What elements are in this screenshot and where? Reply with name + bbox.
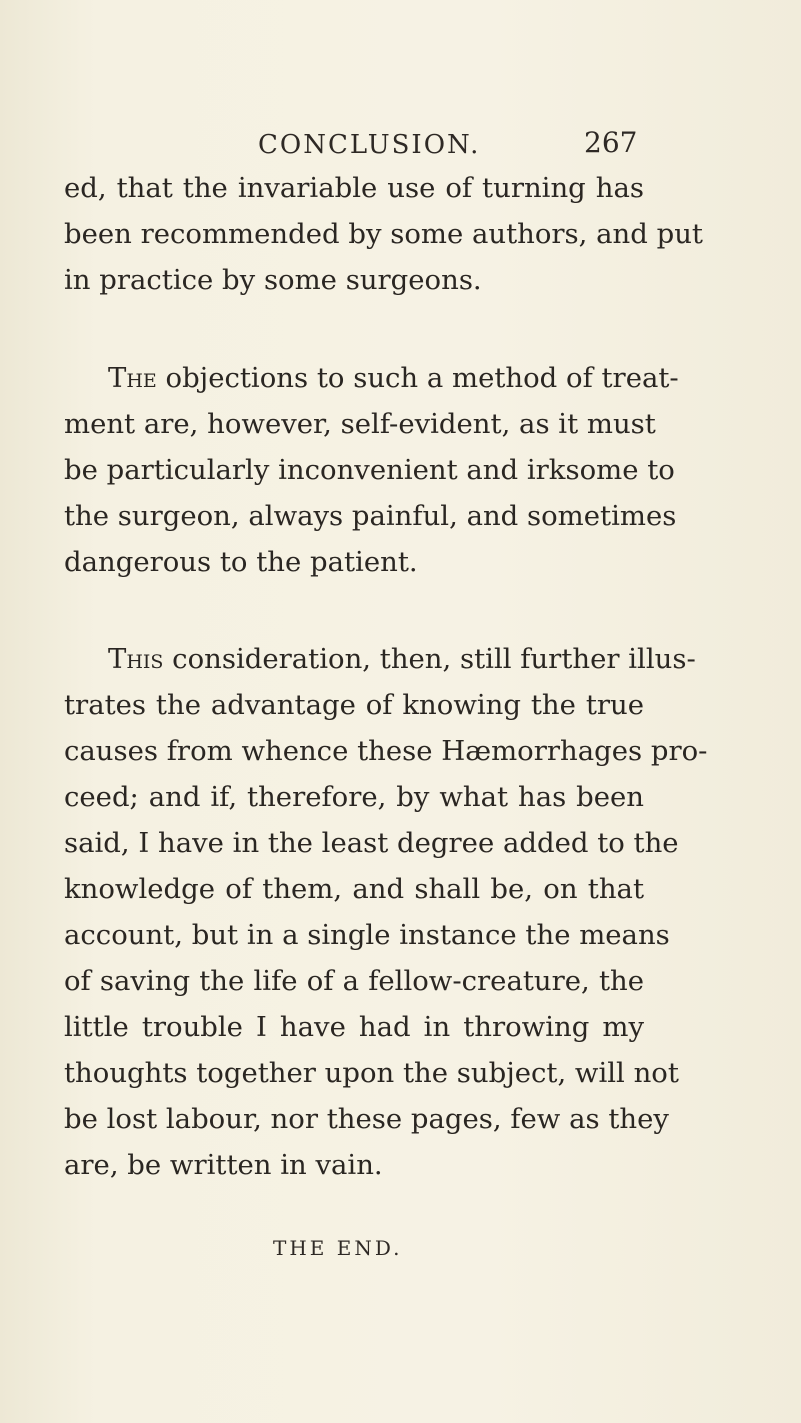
paragraph-3 [64, 636, 708, 1188]
text-line: account, but in a single instance the means [64, 919, 670, 951]
text-line: trates the advantage of knowing the true [64, 689, 644, 721]
text-line: in practice by some surgeons. [64, 264, 482, 296]
end-mark: THE END. [273, 1236, 403, 1260]
text-line: causes from whence these Hæmorrhages pro- [64, 735, 708, 767]
text-line: ed, that the invariable use of turning has [64, 172, 644, 204]
text-line [64, 636, 696, 682]
paragraph-2 [64, 355, 679, 585]
text-line: thoughts together upon the subject, will not [64, 1057, 679, 1089]
text-line: ment are, however, self-evident, as it must [64, 408, 656, 440]
text-line: ceed; and if, therefore, by what has been [64, 781, 644, 813]
text-line: of saving the life of a fellow-creature, the [64, 965, 644, 997]
text-line: been recommended by some authors, and put [64, 218, 703, 250]
text-line: dangerous to the patient. [64, 546, 418, 578]
paragraph-1 [64, 165, 703, 303]
text-line: said, I have in the least degree added to the [64, 827, 679, 859]
text-line-rest: objections to such a method of treat- [156, 362, 679, 394]
running-title: CONCLUSION. [258, 130, 481, 160]
paragraph-lead: The [108, 362, 157, 394]
text-line-rest: consideration, then, still further illus- [163, 643, 696, 675]
text-line: knowledge of them, and shall be, on that [64, 873, 644, 905]
paragraph-lead: This [108, 643, 164, 675]
text-line: be lost labour, nor these pages, few as they [64, 1103, 669, 1135]
text-line: little trouble I have had in throwing my [64, 1011, 644, 1043]
text-line: the surgeon, always painful, and sometimes [64, 500, 677, 532]
text-line: are, be written in vain. [64, 1149, 383, 1181]
text-line [64, 355, 679, 401]
page-number: 267 [584, 126, 638, 159]
text-line: be particularly inconvenient and irksome to [64, 454, 675, 486]
